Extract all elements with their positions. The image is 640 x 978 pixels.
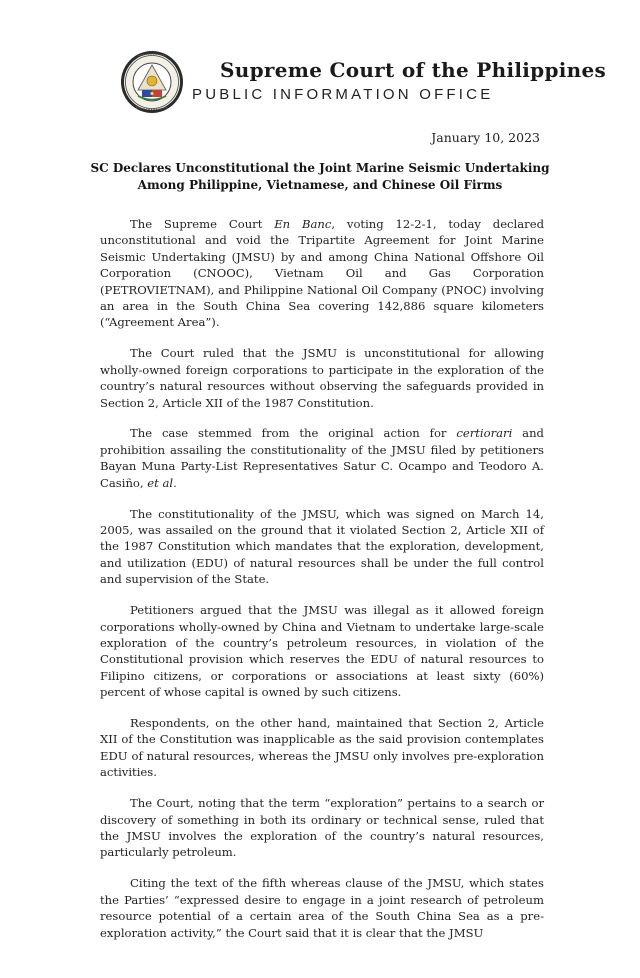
supreme-court-seal-icon	[120, 50, 184, 114]
press-release-title	[60, 160, 580, 194]
italic-text: certiorari	[456, 426, 513, 441]
paragraph-text: The Supreme Court	[130, 217, 275, 231]
body-paragraph	[100, 875, 544, 941]
press-release-body	[100, 216, 544, 955]
paragraph-text: The constitutionality of the JMSU, which was signed on March 14, 2005, was assailed on the ground that it violated Section 2, Article XII of the 1987 Constitution which mandates that the exploration, development, and utilization (EDU) of natural resources shall be under the full control and supervision of the State.	[100, 506, 544, 587]
title-line-1: SC Declares Unconstitutional the Joint Marine Seismic Undertaking	[90, 161, 550, 175]
title-line-2: Among Philippine, Vietnamese, and Chinese Oil Firms	[137, 178, 503, 192]
paragraph-text: , voting 12-2-1, today declared unconstitutional and void the Tripartite Agreement for Joint Marine Seismic Undertaking (JMSU) by and among China National Offshore Oil Corporation (CNOOC), Vietnam Oil and Gas Corporation (PETROVIETNAM), and Philippine National Oil Company (PNOC) involving an area in the South China Sea covering 142,886 square kilometers (“Agreement Area”).	[100, 217, 544, 330]
paragraph-text: The Court ruled that the JSMU is unconstitutional for allowing wholly-owned foreign corporations to participate in the exploration of the country’s natural resources without observing the safeguards provided in Section 2, Article XII of the 1987 Constitution.	[100, 346, 544, 410]
body-paragraph	[100, 216, 544, 331]
paragraph-text: Respondents, on the other hand, maintained that Section 2, Article XII of the Constitution was inapplicable as the said provision contemplates EDU of natural resources, whereas the JMSU only involves pre-exploration activities.	[100, 716, 544, 780]
paragraph-text: The Court, noting that the term “exploration” pertains to a search or discovery of something in both its ordinary or technical sense, ruled that the JMSU involves the exploration of the country’s natural resources, particularly petroleum.	[100, 796, 544, 860]
press-release-date: January 10, 2023	[431, 130, 540, 145]
office-name: PUBLIC INFORMATION OFFICE	[192, 86, 494, 103]
body-paragraph	[100, 506, 544, 588]
body-paragraph	[100, 345, 544, 411]
body-paragraph	[100, 715, 544, 781]
letterhead	[120, 50, 607, 116]
paragraph-text: The case stemmed from the original action for	[130, 426, 457, 441]
paragraph-text: Petitioners argued that the JMSU was illegal as it allowed foreign corporations wholly-owned by China and Vietnam to undertake large-scale exploration of the country’s petroleum resources, in violation of the Constitutional provision which reserves the EDU of natural resources to Filipino citizens, or corporations or associations at least sixty (60%) percent of whose capital is owned by such citizens.	[100, 603, 544, 700]
paragraph-text: and prohibition assailing the constitutionality of the JMSU filed by petitioners Bayan Muna Party-List Representatives Satur C. Ocampo and Teodoro A. Casiño,	[100, 426, 544, 490]
body-paragraph	[100, 602, 544, 700]
italic-text: et al.	[147, 475, 177, 490]
paragraph-text: Citing the text of the fifth whereas clause of the JMSU, which states the Parties’ “expressed desire to engage in a joint research of petroleum resource potential of a certain area of the South China Sea as a pre-exploration activity,” the Court said that it is clear that the JMSU	[100, 876, 544, 940]
body-paragraph	[100, 795, 544, 861]
court-name: Supreme Court of the Philippines	[220, 58, 607, 82]
body-paragraph	[100, 425, 544, 491]
italic-text: En Banc	[274, 217, 332, 231]
